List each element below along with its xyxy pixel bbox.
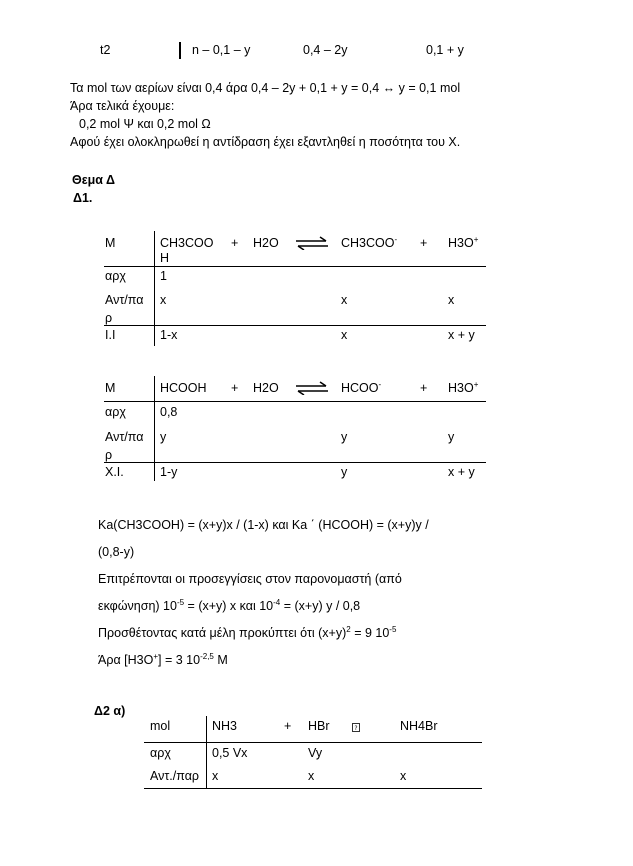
equilibrium-arrow-icon bbox=[295, 236, 329, 250]
missing-glyph-icon bbox=[352, 723, 360, 732]
t1-head-s2: H2O bbox=[253, 236, 279, 250]
calc-line-3: Επιτρέπονται οι προσεγγίσεις στον παρονομαστή (από bbox=[98, 572, 402, 586]
t1-r2-c1: x bbox=[160, 293, 167, 307]
t3-head-s2: HBr bbox=[308, 719, 330, 733]
t3-r2-c3: x bbox=[400, 769, 407, 783]
t3-head-s1: NH3 bbox=[212, 719, 238, 733]
t1-head-s3: CH3COO- bbox=[341, 234, 398, 250]
t2-head-m: Μ bbox=[105, 381, 116, 395]
t2-rule-2 bbox=[104, 462, 486, 463]
top-row-cell-2: 0,4 – 2y bbox=[303, 43, 348, 57]
calc-line-2: (0,8-y) bbox=[98, 545, 135, 559]
t1-r2-c3: x bbox=[341, 293, 348, 307]
t2-r1-label: αρχ bbox=[105, 405, 126, 419]
top-row-cell-1: n – 0,1 – y bbox=[192, 43, 251, 57]
calc-line-1: Ka(CH3COOH) = (x+y)x / (1-x) και Ka ΄ (HCOOH) = (x+y)y / bbox=[98, 518, 429, 532]
t1-r3-c3: x bbox=[341, 328, 348, 342]
t1-head-m: Μ bbox=[105, 236, 116, 250]
t3-col-rule bbox=[206, 716, 207, 788]
t2-r1-c1: 0,8 bbox=[160, 405, 178, 419]
t3-head-s3: NH4Br bbox=[400, 719, 438, 733]
t2-r2-c3: y bbox=[341, 430, 348, 444]
t1-r3-label: I.I bbox=[105, 328, 116, 342]
t1-r1-c1: 1 bbox=[160, 269, 167, 283]
t1-r2-c4: x bbox=[448, 293, 455, 307]
t1-rule-2 bbox=[104, 325, 486, 326]
para1-line4: Αφού έχει ολοκληρωθεί η αντίδραση έχει εξαντληθεί η ποσότητα του Χ. bbox=[70, 135, 461, 149]
top-row-label: t2 bbox=[100, 43, 111, 57]
t2-head-plus2: + bbox=[420, 381, 428, 395]
t3-r1-c1: 0,5 Vx bbox=[212, 746, 248, 760]
t2-r2-label-b: ρ bbox=[105, 448, 113, 462]
t3-head-plus: + bbox=[284, 719, 292, 733]
t2-head-s2: H2O bbox=[253, 381, 279, 395]
t2-r3-c1: 1-y bbox=[160, 465, 178, 479]
t2-r3-c3: y bbox=[341, 465, 348, 479]
t1-head-s1a: CH3COO bbox=[160, 236, 214, 250]
top-row-divider bbox=[179, 42, 181, 59]
t2-head-plus1: + bbox=[231, 381, 239, 395]
t3-head-mol: mol bbox=[150, 719, 171, 733]
t1-r3-c4: x + y bbox=[448, 328, 475, 342]
t1-head-s4: H3O+ bbox=[448, 234, 479, 250]
t2-r2-c1: y bbox=[160, 430, 167, 444]
top-row-cell-3: 0,1 + y bbox=[426, 43, 464, 57]
theme-subtitle: Δ1. bbox=[73, 191, 93, 205]
equilibrium-arrow-icon bbox=[295, 381, 329, 395]
calc-line-5: Προσθέτοντας κατά μέλη προκύπτει ότι $(x+y)^2 = 9$ $10^{-5}$ bbox=[98, 624, 397, 640]
theme-title: Θεμα Δ bbox=[72, 173, 115, 187]
d2-title: Δ2 α) bbox=[94, 704, 126, 718]
t3-r1-label: αρχ bbox=[150, 746, 171, 760]
t3-r2-label: Αντ./παρ bbox=[150, 769, 200, 783]
t1-head-plus2: + bbox=[420, 236, 428, 250]
t1-head-plus1: + bbox=[231, 236, 239, 250]
t3-rule-2 bbox=[144, 788, 482, 789]
t2-head-s4: H3O+ bbox=[448, 379, 479, 395]
calc-line-6: Άρα [H3O+] = 3 $10^{-2,5}$ M bbox=[98, 651, 228, 667]
t1-head-s1b: H bbox=[160, 251, 170, 265]
svg-text:?: ? bbox=[354, 725, 358, 732]
t2-rule-1 bbox=[104, 401, 486, 402]
t2-r2-label-a: Αντ/πα bbox=[105, 430, 144, 444]
t2-head-s3: HCOO- bbox=[341, 379, 382, 395]
t3-r2-c2: x bbox=[308, 769, 315, 783]
t1-r3-c1: 1-x bbox=[160, 328, 178, 342]
t2-head-s1: HCOOH bbox=[160, 381, 207, 395]
para1-line3: 0,2 mol Ψ και 0,2 mol Ω bbox=[79, 117, 211, 131]
t2-r3-label: Χ.Ι. bbox=[105, 465, 124, 479]
t2-r2-c4: y bbox=[448, 430, 455, 444]
t2-r3-c4: x + y bbox=[448, 465, 475, 479]
t1-r2-label-b: ρ bbox=[105, 311, 113, 325]
calc-line-4: εκφώνηση) $10^{-5} = (x+y)$ x και $10^{-4} = (x+y)$ y / 0,8 bbox=[98, 597, 361, 613]
para1-line2: Άρα τελικά έχουμε: bbox=[70, 99, 175, 113]
t2-col-rule bbox=[154, 376, 155, 481]
t1-col-rule bbox=[154, 231, 155, 346]
t3-r2-c1: x bbox=[212, 769, 219, 783]
para1-line1: Τα mol των αερίων είναι 0,4 άρα 0,4 – 2y + 0,1 + y = 0,4 ↔ y = 0,1 mol bbox=[70, 81, 461, 95]
t1-rule-1 bbox=[104, 266, 486, 267]
t1-r1-label: αρχ bbox=[105, 269, 126, 283]
t1-r2-label-a: Αντ/πα bbox=[105, 293, 144, 307]
t3-r1-c2: Vy bbox=[308, 746, 323, 760]
t3-rule-1 bbox=[144, 742, 482, 743]
